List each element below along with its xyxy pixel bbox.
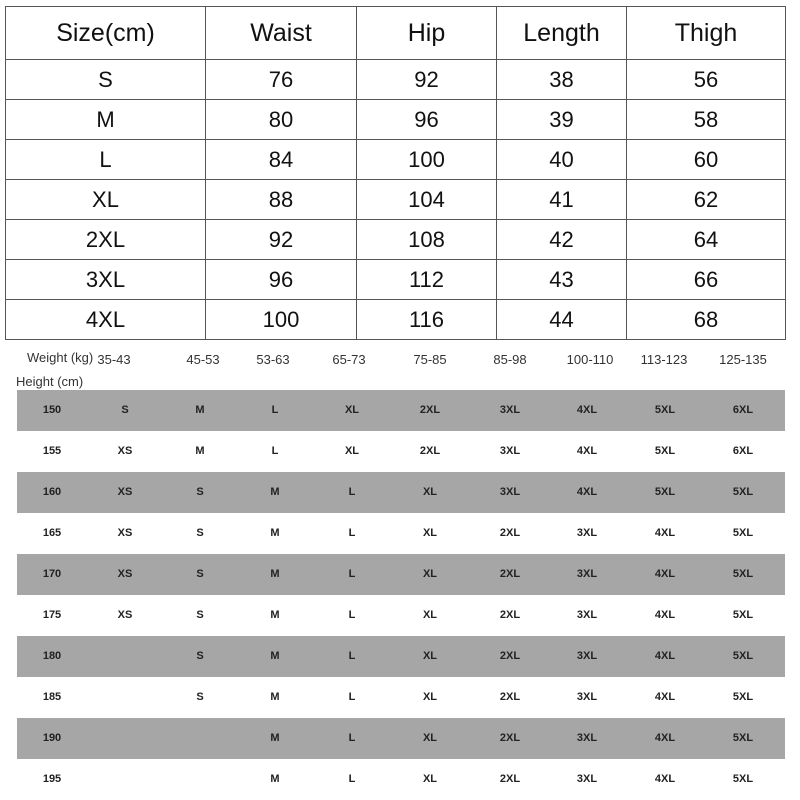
height-axis-label: Height (cm): [16, 374, 84, 389]
length-cell: 42: [497, 220, 627, 260]
hip-cell: 96: [357, 100, 497, 140]
length-cell: 38: [497, 60, 627, 100]
thigh-cell: 62: [627, 180, 786, 220]
table-row: [6, 220, 786, 260]
grid-row: [17, 554, 785, 595]
size-recommendation: 3XL: [576, 732, 598, 744]
table-row: [6, 180, 786, 220]
header-thigh: Thigh: [627, 7, 786, 60]
size-recommendation: L: [348, 773, 356, 785]
size-recommendation: 3XL: [576, 650, 598, 662]
hip-cell: 100: [357, 140, 497, 180]
size-cell: XL: [6, 180, 206, 220]
weight-range-label: 35-43: [97, 352, 131, 367]
size-recommendation: 2XL: [499, 773, 521, 785]
height-weight-grid: [17, 390, 785, 800]
size-recommendation: XL: [422, 609, 438, 621]
size-recommendation: XL: [422, 773, 438, 785]
weight-range-label: 113-123: [640, 352, 688, 367]
table-row: [6, 300, 786, 340]
size-recommendation: 5XL: [732, 527, 754, 539]
weight-range-label: 45-53: [186, 352, 220, 367]
weight-range-label: 53-63: [256, 352, 290, 367]
size-recommendation: XL: [422, 568, 438, 580]
size-recommendation: S: [196, 650, 204, 662]
size-recommendation: 2XL: [419, 404, 441, 416]
size-recommendation: M: [195, 445, 205, 457]
size-recommendation: XS: [117, 445, 133, 457]
size-recommendation: 2XL: [499, 527, 521, 539]
size-recommendation: 2XL: [499, 609, 521, 621]
size-recommendation: 3XL: [576, 568, 598, 580]
size-recommendation: XS: [117, 609, 133, 621]
size-recommendation: XS: [117, 527, 133, 539]
waist-cell: 84: [206, 140, 357, 180]
size-recommendation: 4XL: [654, 732, 676, 744]
size-cell: 2XL: [6, 220, 206, 260]
size-recommendation: L: [348, 486, 356, 498]
thigh-cell: 58: [627, 100, 786, 140]
size-recommendation: S: [196, 486, 204, 498]
grid-row: [17, 513, 785, 554]
weight-axis-label: Weight (kg): [27, 350, 94, 365]
size-recommendation: 3XL: [576, 773, 598, 785]
size-recommendation: 5XL: [654, 486, 676, 498]
hip-cell: 104: [357, 180, 497, 220]
weight-range-label: 75-85: [413, 352, 447, 367]
size-recommendation: XL: [344, 404, 360, 416]
size-recommendation: 4XL: [654, 568, 676, 580]
hip-cell: 92: [357, 60, 497, 100]
size-cell: S: [6, 60, 206, 100]
height-value: 180: [42, 650, 62, 662]
height-value: 150: [42, 404, 62, 416]
header-size: Size(cm): [6, 7, 206, 60]
thigh-cell: 60: [627, 140, 786, 180]
size-recommendation: M: [270, 568, 280, 580]
size-cell: 4XL: [6, 300, 206, 340]
size-recommendation: L: [348, 568, 356, 580]
grid-row: [17, 636, 785, 677]
size-recommendation: XL: [422, 527, 438, 539]
hip-cell: 108: [357, 220, 497, 260]
size-recommendation: L: [348, 527, 356, 539]
table-row: [6, 140, 786, 180]
size-recommendation: 5XL: [654, 404, 676, 416]
weight-range-label: 65-73: [332, 352, 366, 367]
weight-range-label: 100-110: [566, 352, 614, 367]
header-hip: Hip: [357, 7, 497, 60]
height-value: 190: [42, 732, 62, 744]
size-recommendation: 6XL: [732, 445, 754, 457]
grid-row: [17, 677, 785, 718]
waist-cell: 80: [206, 100, 357, 140]
size-recommendation: 2XL: [499, 568, 521, 580]
size-recommendation: 5XL: [654, 445, 676, 457]
size-table-header-row: [6, 7, 786, 60]
grid-row: [17, 390, 785, 431]
size-recommendation: S: [196, 691, 204, 703]
weight-range-label: 85-98: [493, 352, 527, 367]
size-recommendation: XS: [117, 486, 133, 498]
length-cell: 39: [497, 100, 627, 140]
grid-row: [17, 595, 785, 636]
weight-range-label: 125-135: [719, 352, 767, 367]
size-recommendation: M: [270, 691, 280, 703]
size-cell: 3XL: [6, 260, 206, 300]
size-recommendation: 4XL: [654, 773, 676, 785]
size-recommendation: 5XL: [732, 486, 754, 498]
size-recommendation: 5XL: [732, 732, 754, 744]
size-recommendation: S: [121, 404, 129, 416]
length-cell: 40: [497, 140, 627, 180]
size-recommendation: 3XL: [576, 609, 598, 621]
header-waist: Waist: [206, 7, 357, 60]
waist-cell: 76: [206, 60, 357, 100]
size-recommendation: 6XL: [732, 404, 754, 416]
size-recommendation: 3XL: [499, 486, 521, 498]
height-value: 195: [42, 773, 62, 785]
size-recommendation: M: [270, 773, 280, 785]
thigh-cell: 56: [627, 60, 786, 100]
size-recommendation: 5XL: [732, 609, 754, 621]
size-recommendation: 5XL: [732, 691, 754, 703]
header-length: Length: [497, 7, 627, 60]
size-recommendation: 4XL: [654, 527, 676, 539]
size-recommendation: S: [196, 568, 204, 580]
size-recommendation: M: [195, 404, 205, 416]
size-recommendation: 4XL: [576, 404, 598, 416]
size-recommendation: 2XL: [499, 732, 521, 744]
size-recommendation: 2XL: [499, 650, 521, 662]
size-recommendation: 4XL: [576, 445, 598, 457]
size-recommendation: M: [270, 486, 280, 498]
size-recommendation: XL: [422, 486, 438, 498]
size-recommendation: M: [270, 650, 280, 662]
waist-cell: 96: [206, 260, 357, 300]
grid-row: [17, 431, 785, 472]
size-recommendation: 3XL: [576, 527, 598, 539]
size-recommendation: L: [348, 732, 356, 744]
grid-row: [17, 472, 785, 513]
length-cell: 43: [497, 260, 627, 300]
height-value: 175: [42, 609, 62, 621]
table-row: [6, 260, 786, 300]
height-value: 155: [42, 445, 62, 457]
size-recommendation: 3XL: [499, 404, 521, 416]
size-recommendation: 3XL: [499, 445, 521, 457]
length-cell: 44: [497, 300, 627, 340]
size-recommendation: XL: [344, 445, 360, 457]
size-recommendation: XL: [422, 691, 438, 703]
waist-cell: 100: [206, 300, 357, 340]
height-value: 185: [42, 691, 62, 703]
hip-cell: 116: [357, 300, 497, 340]
height-value: 170: [42, 568, 62, 580]
size-recommendation: 2XL: [419, 445, 441, 457]
size-recommendation: L: [348, 609, 356, 621]
size-cell: L: [6, 140, 206, 180]
size-recommendation: 4XL: [654, 691, 676, 703]
size-recommendation: L: [348, 691, 356, 703]
size-recommendation: 3XL: [576, 691, 598, 703]
size-recommendation: 5XL: [732, 773, 754, 785]
size-recommendation: 4XL: [654, 609, 676, 621]
size-recommendation: M: [270, 527, 280, 539]
thigh-cell: 64: [627, 220, 786, 260]
grid-row: [17, 718, 785, 759]
size-recommendation: XL: [422, 650, 438, 662]
size-recommendation: 2XL: [499, 691, 521, 703]
height-value: 165: [42, 527, 62, 539]
thigh-cell: 68: [627, 300, 786, 340]
length-cell: 41: [497, 180, 627, 220]
grid-row: [17, 759, 785, 800]
size-recommendation: 5XL: [732, 568, 754, 580]
size-recommendation: 4XL: [576, 486, 598, 498]
size-recommendation: 4XL: [654, 650, 676, 662]
size-recommendation: S: [196, 527, 204, 539]
size-recommendation: XS: [117, 568, 133, 580]
waist-cell: 92: [206, 220, 357, 260]
height-value: 160: [42, 486, 62, 498]
size-recommendation: XL: [422, 732, 438, 744]
size-recommendation: S: [196, 609, 204, 621]
table-row: [6, 60, 786, 100]
size-recommendation: 5XL: [732, 650, 754, 662]
thigh-cell: 66: [627, 260, 786, 300]
size-recommendation: L: [271, 445, 279, 457]
hip-cell: 112: [357, 260, 497, 300]
size-table: [5, 6, 786, 340]
size-cell: M: [6, 100, 206, 140]
table-row: [6, 100, 786, 140]
waist-cell: 88: [206, 180, 357, 220]
size-recommendation: L: [271, 404, 279, 416]
size-recommendation: M: [270, 609, 280, 621]
size-recommendation: M: [270, 732, 280, 744]
size-recommendation: L: [348, 650, 356, 662]
